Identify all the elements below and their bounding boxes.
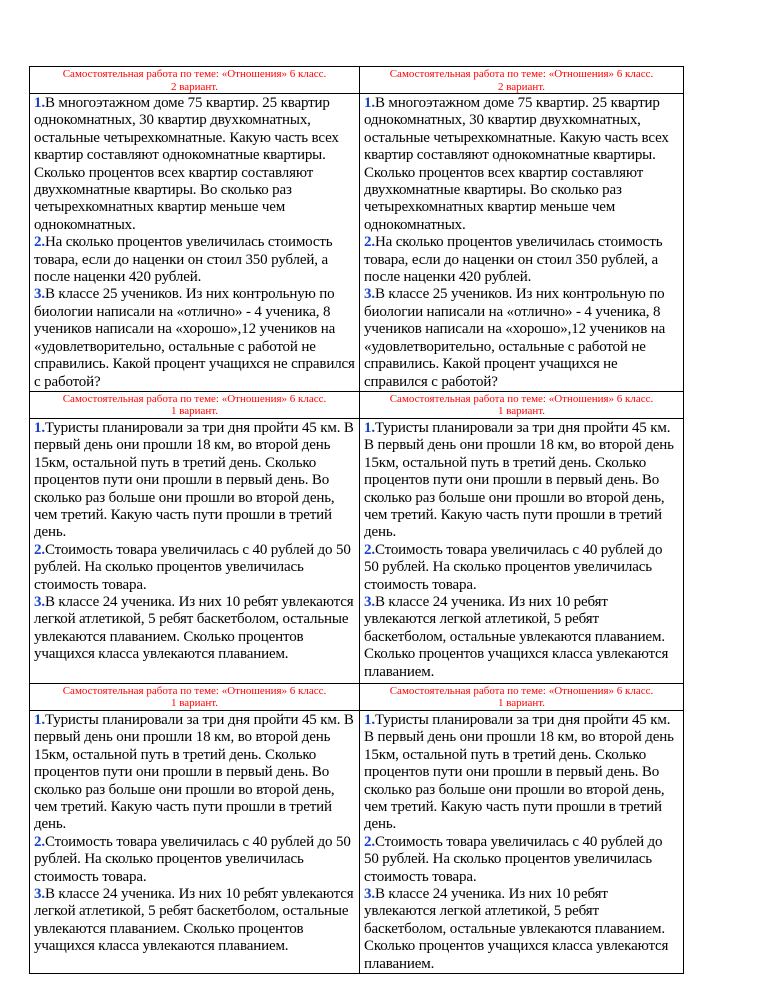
task-3	[34, 594, 356, 664]
task-text: Туристы планировали за три дня пройти 45 км. В первый день они прошли 18 км, во второй день 15км, остальной путь в третий день. Сколько процентов пути они прошли в первый день. Во сколько раз больше они прошли во второй день, чем третий. Какую часть пути прошли в третий день.	[34, 711, 354, 833]
task-number: 1.	[364, 419, 375, 436]
task-number: 1.	[34, 95, 45, 111]
task-text: Стоимость товара увеличилась с 40 рублей до 50 рублей. На сколько процентов увеличилась стоимость товара.	[34, 833, 351, 885]
card-title: Самостоятельная работа по теме: «Отношения» 6 класс.	[389, 68, 654, 80]
task-text: В классе 25 учеников. Из них контрольную по биологии написали на «отлично» - 4 ученика, 8 учеников написали на «хорошо»,12 учеников на «удовлетворительно, остальные с работой не справились. Какой процент учащихся не справился с работой?	[364, 286, 666, 390]
card-title: Самостоятельная работа по теме: «Отношения» 6 класс.	[389, 684, 654, 697]
card-title: Самостоятельная работа по теме: «Отношения» 6 класс.	[389, 392, 654, 405]
task-2	[34, 542, 356, 594]
card-header	[30, 67, 359, 94]
task-number: 1.	[34, 419, 45, 436]
task-3	[364, 886, 680, 973]
task-text: В классе 24 ученика. Из них 10 ребят увлекаются легкой атлетикой, 5 ребят баскетболом, остальные увлекаются плаванием. Сколько процентов учащихся класса увлекаются плаванием.	[364, 885, 669, 972]
task-text: Туристы планировали за три дня пройти 45 км. В первый день они прошли 18 км, во второй день 15км, остальной путь в третий день. Сколько процентов пути они прошли в первый день. Во сколько раз больше они прошли во второй день, чем третий. Какую часть пути прошли в третий день.	[364, 711, 674, 833]
task-number: 3.	[34, 885, 45, 902]
task-number: 2.	[364, 234, 375, 251]
task-text: В многоэтажном доме 75 квартир. 25 квартир однокомнатных, 30 квартир двухкомнатных, остальные четырехкомнатные. Какую часть всех квартир составляют однокомнатные квартиры. Сколько процентов всех квартир составляют двухкомнатные квартиры. Во сколько раз четырехкомнатных квартир меньше чем однокомнатных.	[34, 95, 339, 233]
card-variant-1-right	[360, 391, 684, 683]
task-1	[364, 95, 680, 234]
variant-label: 1 вариант.	[497, 405, 546, 418]
task-number: 3.	[34, 593, 45, 610]
variant-label: 1 вариант.	[497, 697, 546, 710]
task-text: В классе 24 ученика. Из них 10 ребят увлекаются легкой атлетикой, 5 ребят баскетболом, остальные увлекаются плаванием. Сколько процентов учащихся класса увлекаются плаванием.	[34, 593, 354, 663]
card-title: Самостоятельная работа по теме: «Отношения» 6 класс.	[62, 68, 327, 80]
task-text: Стоимость товара увеличилась с 40 рублей до 50 рублей. На сколько процентов увеличилась стоимость товара.	[364, 833, 663, 885]
task-text: Туристы планировали за три дня пройти 45 км. В первый день они прошли 18 км, во второй день 15км, остальной путь в третий день. Сколько процентов пути они прошли в первый день. Во сколько раз больше они прошли во второй день, чем третий. Какую часть пути прошли в третий день.	[34, 419, 354, 541]
table-row	[30, 67, 684, 392]
card-title: Самостоятельная работа по теме: «Отношения» 6 класс.	[62, 392, 327, 405]
task-text: В классе 24 ученика. Из них 10 ребят увлекаются легкой атлетикой, 5 ребят баскетболом, остальные увлекаются плаванием. Сколько процентов учащихся класса увлекаются плаванием.	[34, 885, 354, 955]
task-1	[364, 712, 680, 834]
task-text: В классе 25 учеников. Из них контрольную по биологии написали на «отлично» - 4 ученика, 8 учеников написали на «хорошо»,12 учеников на «удовлетворительно, остальные с работой не справились. Какой процент учащихся не справился с работой?	[34, 286, 355, 390]
task-number: 2.	[364, 833, 375, 850]
task-number: 1.	[364, 711, 375, 728]
task-text: Стоимость товара увеличилась с 40 рублей до 50 рублей. На сколько процентов увеличилась стоимость товара.	[34, 541, 351, 593]
variant-label: 2 вариант.	[170, 80, 219, 93]
task-number: 3.	[34, 286, 45, 303]
card-header	[30, 684, 359, 711]
task-1	[364, 420, 680, 542]
task-number: 3.	[364, 885, 375, 902]
task-number: 3.	[364, 593, 375, 610]
task-number: 2.	[34, 833, 45, 850]
card-header	[360, 67, 683, 94]
card-title: Самостоятельная работа по теме: «Отношения» 6 класс.	[62, 684, 327, 697]
worksheet-table	[29, 66, 684, 974]
task-2	[34, 234, 356, 286]
variant-label: 1 вариант.	[170, 405, 219, 418]
variant-label: 1 вариант.	[170, 697, 219, 710]
task-number: 2.	[34, 234, 45, 251]
task-3	[34, 286, 356, 390]
task-text: Туристы планировали за три дня пройти 45 км. В первый день они прошли 18 км, во второй день 15км, остальной путь в третий день. Сколько процентов пути они прошли в первый день. Во сколько раз больше они прошли во второй день, чем третий. Какую часть пути прошли в третий день.	[364, 419, 674, 541]
task-1	[34, 712, 356, 834]
task-1	[34, 420, 356, 542]
task-number: 2.	[34, 541, 45, 558]
task-1	[34, 95, 356, 234]
task-text: В классе 24 ученика. Из них 10 ребят увлекаются легкой атлетикой, 5 ребят баскетболом, остальные увлекаются плаванием. Сколько процентов учащихся класса увлекаются плаванием.	[364, 593, 669, 680]
card-header	[30, 392, 359, 419]
card-variant-1-right	[360, 683, 684, 973]
task-3	[34, 886, 356, 956]
task-2	[364, 834, 680, 886]
card-variant-2-left	[30, 67, 360, 392]
table-row	[30, 391, 684, 683]
card-header	[360, 684, 683, 711]
card-variant-2-right	[360, 67, 684, 392]
task-2	[364, 234, 680, 286]
card-variant-1-left	[30, 391, 360, 683]
task-text: На сколько процентов увеличилась стоимость товара, если до наценки он стоил 350 рублей, а после наценки 420 рублей.	[34, 234, 333, 286]
task-text: Стоимость товара увеличилась с 40 рублей до 50 рублей. На сколько процентов увеличилась стоимость товара.	[364, 541, 663, 593]
task-text: В многоэтажном доме 75 квартир. 25 квартир однокомнатных, 30 квартир двухкомнатных, остальные четырехкомнатные. Какую часть всех квартир составляют однокомнатные квартиры. Сколько процентов всех квартир составляют двухкомнатные квартиры. Во сколько раз четырехкомнатных квартир меньше чем однокомнатных.	[364, 95, 669, 233]
task-number: 2.	[364, 541, 375, 558]
variant-label: 2 вариант.	[497, 80, 546, 93]
task-3	[364, 286, 680, 390]
task-number: 1.	[364, 95, 375, 111]
card-variant-1-left	[30, 683, 360, 973]
task-number: 3.	[364, 286, 375, 303]
task-number: 1.	[34, 711, 45, 728]
table-row	[30, 683, 684, 973]
task-2	[364, 542, 680, 594]
task-3	[364, 594, 680, 681]
card-header	[360, 392, 683, 419]
task-text: На сколько процентов увеличилась стоимость товара, если до наценки он стоил 350 рублей, а после наценки 420 рублей.	[364, 234, 663, 286]
task-2	[34, 834, 356, 886]
